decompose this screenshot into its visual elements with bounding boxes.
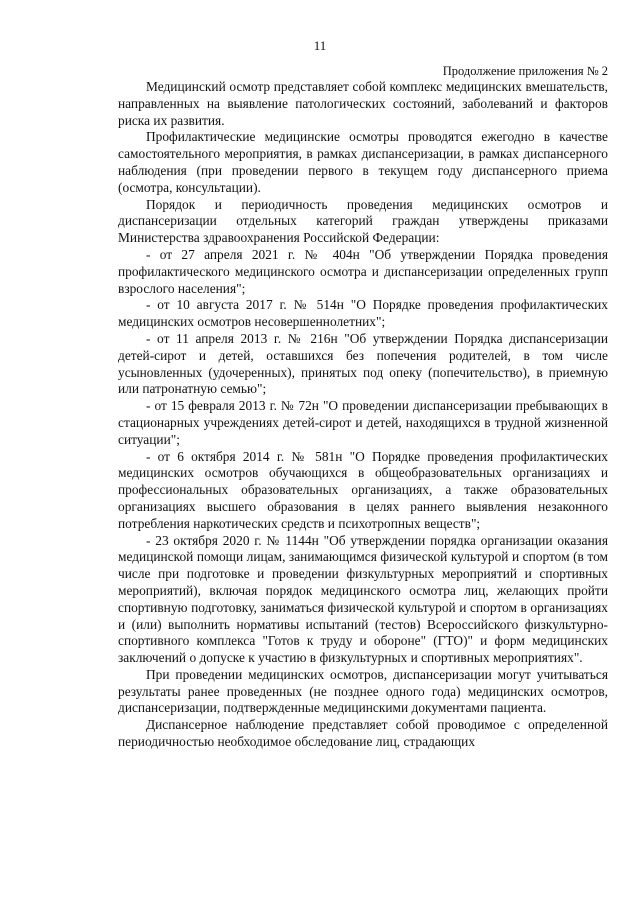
paragraph-dispensary-observation: Диспансерное наблюдение представляет собой проводимое с определенной периодичностью необходимое обследование лиц, страдающих (118, 717, 608, 750)
page-number: 11 (313, 38, 327, 53)
list-item-order-581n: - от 6 октября 2014 г. № 581н "О Порядке проведения профилактических медицинских осмотров обучающихся в общеобразовательных организациях и профессиональных образовательных организациях, а также образовательных организациях высшего образования в целях раннего выявления незаконного потребления наркотических средств и психотропных веществ"; (118, 448, 608, 531)
list-item-order-404n: - от 27 апреля 2021 г. № 404н "Об утверждении Порядка проведения профилактического медицинского осмотра и диспансеризации определенных групп взрослого населения"; (118, 246, 608, 296)
paragraph-previous-results: При проведении медицинских осмотров, диспансеризации могут учитываться результаты ранее проведенных (не позднее одного года) медицинских осмотров, диспансеризации, подтвержденные медицинскими документами пациента. (118, 666, 608, 716)
list-item-order-72n: - от 15 февраля 2013 г. № 72н "О проведении диспансеризации пребывающих в стационарных учреждениях детей-сирот и детей, находящихся в трудной жизненной ситуации"; (118, 398, 608, 447)
paragraph-procedure-orders: Порядок и периодичность проведения медицинских осмотров и диспансеризации отдельных категорий граждан утверждены приказами Министерства здравоохранения Российской Федерации: (118, 196, 608, 246)
list-item-order-1144n: - 23 октября 2020 г. № 1144н "Об утверждении порядка организации оказания медицинской помощи лицам, занимающимся физической культурой и спортом (в том числе при подготовке и проведении физкультурных мероприятий и спортивных мероприятий), включая порядок медицинского осмотра лиц, желающих пройти спортивную подготовку, заниматься физической культурой и спортом в организациях и (или) выполнить нормативы испытаний (тестов) Всероссийского физкультурно-спортивного комплекса "Готов к труду и обороне" (ГТО)" и форм медицинских заключений о допуске к участию в физкультурных и спортивных мероприятиях". (118, 532, 608, 666)
document-body (118, 79, 608, 751)
appendix-continuation-note: Продолжение приложения № 2 (442, 64, 608, 78)
paragraph-medical-exam-definition: Медицинский осмотр представляет собой комплекс медицинских вмешательств, направленных на выявление патологических состояний, заболеваний и факторов риска их развития. (118, 79, 608, 128)
list-item-order-216n: - от 11 апреля 2013 г. № 216н "Об утверждении Порядка диспансеризации детей-сирот и детей, оставшихся без попечения родителей, в том числе усыновленных (удочеренных), принятых под опеку (попечительство), в приемную или патронатную семью"; (118, 330, 608, 397)
paragraph-preventive-exams: Профилактические медицинские осмотры проводятся ежегодно в качестве самостоятельного мероприятия, в рамках диспансеризации, в рамках диспансерного наблюдения (при проведении первого в текущем году диспансерного приема (осмотра, консультации). (118, 129, 608, 195)
list-item-order-514n: - от 10 августа 2017 г. № 514н "О Порядке проведения профилактических медицинских осмотров несовершеннолетних"; (118, 297, 608, 330)
